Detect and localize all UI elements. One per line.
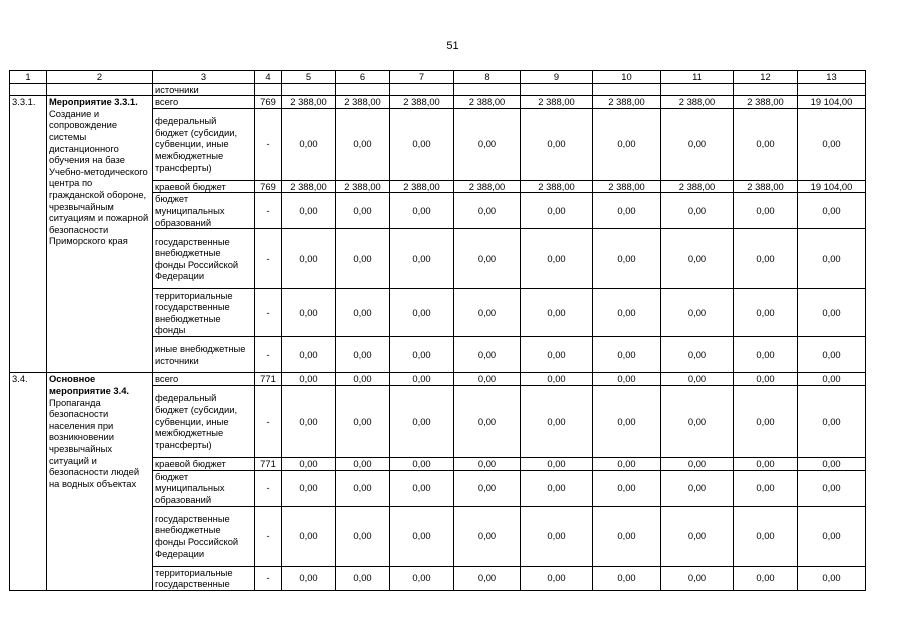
column-header-13: 13	[798, 71, 866, 84]
column-header-10: 10	[593, 71, 661, 84]
continuation-row	[10, 83, 866, 96]
value-cell: 0,00	[454, 566, 521, 590]
empty-cell	[390, 83, 454, 96]
value-cell: 0,00	[593, 566, 661, 590]
value-cell: 0,00	[734, 193, 798, 229]
value-cell: 2 388,00	[390, 96, 454, 109]
value-cell: 0,00	[798, 373, 866, 386]
code-cell: -	[255, 289, 282, 337]
value-cell: 0,00	[734, 373, 798, 386]
value-cell: 0,00	[282, 385, 336, 457]
empty-cell	[593, 83, 661, 96]
value-cell: 0,00	[390, 506, 454, 566]
value-cell: 0,00	[593, 470, 661, 506]
table-row	[10, 373, 866, 386]
empty-cell	[454, 83, 521, 96]
value-cell: 0,00	[282, 457, 336, 470]
column-header-6: 6	[336, 71, 390, 84]
value-cell: 0,00	[454, 289, 521, 337]
value-cell: 0,00	[336, 193, 390, 229]
value-cell: 0,00	[454, 193, 521, 229]
value-cell: 0,00	[454, 229, 521, 289]
value-cell: 0,00	[521, 289, 593, 337]
value-cell: 0,00	[282, 229, 336, 289]
code-cell: -	[255, 337, 282, 373]
value-cell: 0,00	[336, 373, 390, 386]
column-header-7: 7	[390, 71, 454, 84]
value-cell: 19 104,00	[798, 180, 866, 193]
item-title: Основное мероприятие 3.4.	[49, 373, 130, 396]
empty-cell	[255, 83, 282, 96]
value-cell: 0,00	[521, 108, 593, 180]
empty-cell	[336, 83, 390, 96]
budget-table	[9, 70, 866, 591]
value-cell: 0,00	[390, 385, 454, 457]
value-cell: 0,00	[282, 108, 336, 180]
value-cell: 0,00	[282, 506, 336, 566]
value-cell: 0,00	[798, 566, 866, 590]
value-cell: 0,00	[521, 373, 593, 386]
value-cell: 0,00	[390, 337, 454, 373]
source-cell: территориальные государственные	[153, 566, 255, 590]
column-header-9: 9	[521, 71, 593, 84]
source-cell: государственные внебюджетные фонды Российской Федерации	[153, 506, 255, 566]
value-cell: 0,00	[282, 337, 336, 373]
item-name	[47, 96, 153, 373]
value-cell: 0,00	[336, 566, 390, 590]
value-cell: 0,00	[661, 470, 734, 506]
value-cell: 0,00	[454, 457, 521, 470]
value-cell: 0,00	[390, 457, 454, 470]
code-cell: -	[255, 470, 282, 506]
value-cell: 0,00	[734, 229, 798, 289]
column-header-5: 5	[282, 71, 336, 84]
item-name	[47, 373, 153, 590]
value-cell: 0,00	[390, 566, 454, 590]
value-cell: 0,00	[282, 566, 336, 590]
code-cell: 769	[255, 96, 282, 109]
value-cell: 0,00	[454, 506, 521, 566]
value-cell: 0,00	[454, 337, 521, 373]
value-cell: 0,00	[390, 229, 454, 289]
value-cell: 2 388,00	[282, 96, 336, 109]
value-cell: 0,00	[336, 289, 390, 337]
value-cell: 2 388,00	[661, 180, 734, 193]
value-cell: 0,00	[282, 289, 336, 337]
value-cell: 0,00	[454, 470, 521, 506]
value-cell: 2 388,00	[661, 96, 734, 109]
code-cell: -	[255, 229, 282, 289]
value-cell: 0,00	[593, 229, 661, 289]
value-cell: 0,00	[661, 506, 734, 566]
value-cell: 0,00	[521, 470, 593, 506]
value-cell: 0,00	[593, 108, 661, 180]
value-cell: 0,00	[521, 193, 593, 229]
source-cell: федеральный бюджет (субсидии, субвенции, иные межбюджетные трансферты)	[153, 385, 255, 457]
column-header-8: 8	[454, 71, 521, 84]
value-cell: 0,00	[521, 506, 593, 566]
column-header-11: 11	[661, 71, 734, 84]
source-cell: федеральный бюджет (субсидии, субвенции, иные межбюджетные трансферты)	[153, 108, 255, 180]
item-number: 3.4.	[10, 373, 47, 590]
value-cell: 0,00	[593, 337, 661, 373]
item-description: Пропаганда безопасности населения при возникновении чрезвычайных ситуаций и безопасности людей на водных объектах	[49, 396, 140, 489]
value-cell: 0,00	[734, 506, 798, 566]
value-cell: 0,00	[661, 566, 734, 590]
source-cell: всего	[153, 373, 255, 386]
column-header-4: 4	[255, 71, 282, 84]
code-cell: 771	[255, 373, 282, 386]
code-cell: -	[255, 385, 282, 457]
value-cell: 2 388,00	[336, 96, 390, 109]
value-cell: 0,00	[593, 457, 661, 470]
empty-cell	[661, 83, 734, 96]
source-cell: всего	[153, 96, 255, 109]
value-cell: 0,00	[798, 337, 866, 373]
value-cell: 0,00	[798, 193, 866, 229]
code-cell: -	[255, 193, 282, 229]
empty-cell	[282, 83, 336, 96]
value-cell: 0,00	[390, 289, 454, 337]
value-cell: 0,00	[336, 337, 390, 373]
empty-cell	[521, 83, 593, 96]
value-cell: 2 388,00	[390, 180, 454, 193]
value-cell: 0,00	[521, 337, 593, 373]
value-cell: 0,00	[282, 193, 336, 229]
column-header-3: 3	[153, 71, 255, 84]
value-cell: 0,00	[593, 193, 661, 229]
value-cell: 0,00	[390, 193, 454, 229]
value-cell: 0,00	[661, 337, 734, 373]
value-cell: 0,00	[282, 470, 336, 506]
code-cell: 769	[255, 180, 282, 193]
code-cell: 771	[255, 457, 282, 470]
value-cell: 0,00	[454, 373, 521, 386]
value-cell: 0,00	[734, 566, 798, 590]
value-cell: 0,00	[661, 385, 734, 457]
value-cell: 2 388,00	[521, 96, 593, 109]
value-cell: 0,00	[734, 108, 798, 180]
value-cell: 0,00	[798, 470, 866, 506]
source-cell: краевой бюджет	[153, 457, 255, 470]
source-cell: территориальные государственные внебюджетные фонды	[153, 289, 255, 337]
source-cell: краевой бюджет	[153, 180, 255, 193]
source-cell: иные внебюджетные источники	[153, 337, 255, 373]
value-cell: 0,00	[734, 337, 798, 373]
value-cell: 0,00	[734, 289, 798, 337]
value-cell: 0,00	[798, 289, 866, 337]
value-cell: 2 388,00	[454, 96, 521, 109]
value-cell: 2 388,00	[454, 180, 521, 193]
item-description: Создание и сопровождение системы дистанционного обучения на базе Учебно-методического центра по гражданской обороне, чрезвычайным ситуациям и пожарной безопасности Приморского края	[49, 107, 149, 247]
value-cell: 0,00	[390, 108, 454, 180]
header-row	[10, 71, 866, 84]
value-cell: 0,00	[521, 566, 593, 590]
value-cell: 0,00	[593, 373, 661, 386]
value-cell: 0,00	[390, 470, 454, 506]
value-cell: 19 104,00	[798, 96, 866, 109]
value-cell: 0,00	[798, 108, 866, 180]
value-cell: 0,00	[336, 229, 390, 289]
value-cell: 0,00	[798, 506, 866, 566]
item-number: 3.3.1.	[10, 96, 47, 373]
code-cell: -	[255, 566, 282, 590]
value-cell: 0,00	[390, 373, 454, 386]
table-body	[10, 71, 866, 591]
value-cell: 0,00	[661, 457, 734, 470]
value-cell: 2 388,00	[593, 180, 661, 193]
value-cell: 0,00	[521, 385, 593, 457]
value-cell: 2 388,00	[336, 180, 390, 193]
value-cell: 2 388,00	[521, 180, 593, 193]
value-cell: 0,00	[593, 289, 661, 337]
value-cell: 0,00	[336, 457, 390, 470]
source-cell: государственные внебюджетные фонды Российской Федерации	[153, 229, 255, 289]
value-cell: 0,00	[336, 506, 390, 566]
value-cell: 0,00	[661, 193, 734, 229]
value-cell: 0,00	[454, 385, 521, 457]
value-cell: 0,00	[798, 385, 866, 457]
value-cell: 0,00	[336, 470, 390, 506]
column-header-1: 1	[10, 71, 47, 84]
value-cell: 2 388,00	[593, 96, 661, 109]
source-cell: бюджет муниципальных образований	[153, 470, 255, 506]
value-cell: 0,00	[454, 108, 521, 180]
source-cell: бюджет муниципальных образований	[153, 193, 255, 229]
table-row	[10, 96, 866, 109]
value-cell: 2 388,00	[734, 96, 798, 109]
item-title: Мероприятие 3.3.1.	[49, 96, 138, 108]
page-number: 51	[446, 40, 459, 52]
value-cell: 0,00	[734, 470, 798, 506]
value-cell: 2 388,00	[734, 180, 798, 193]
code-cell: -	[255, 506, 282, 566]
value-cell: 0,00	[521, 229, 593, 289]
column-header-12: 12	[734, 71, 798, 84]
value-cell: 0,00	[282, 373, 336, 386]
empty-cell	[798, 83, 866, 96]
value-cell: 2 388,00	[282, 180, 336, 193]
value-cell: 0,00	[336, 108, 390, 180]
empty-cell	[734, 83, 798, 96]
value-cell: 0,00	[593, 385, 661, 457]
column-header-2: 2	[47, 71, 153, 84]
value-cell: 0,00	[661, 289, 734, 337]
value-cell: 0,00	[734, 457, 798, 470]
code-cell: -	[255, 108, 282, 180]
value-cell: 0,00	[521, 457, 593, 470]
value-cell: 0,00	[661, 108, 734, 180]
value-cell: 0,00	[798, 457, 866, 470]
value-cell: 0,00	[661, 229, 734, 289]
value-cell: 0,00	[593, 506, 661, 566]
value-cell: 0,00	[661, 373, 734, 386]
value-cell: 0,00	[734, 385, 798, 457]
empty-cell	[47, 83, 153, 96]
value-cell: 0,00	[336, 385, 390, 457]
empty-cell	[10, 83, 47, 96]
source-cell: источники	[153, 83, 255, 96]
value-cell: 0,00	[798, 229, 866, 289]
